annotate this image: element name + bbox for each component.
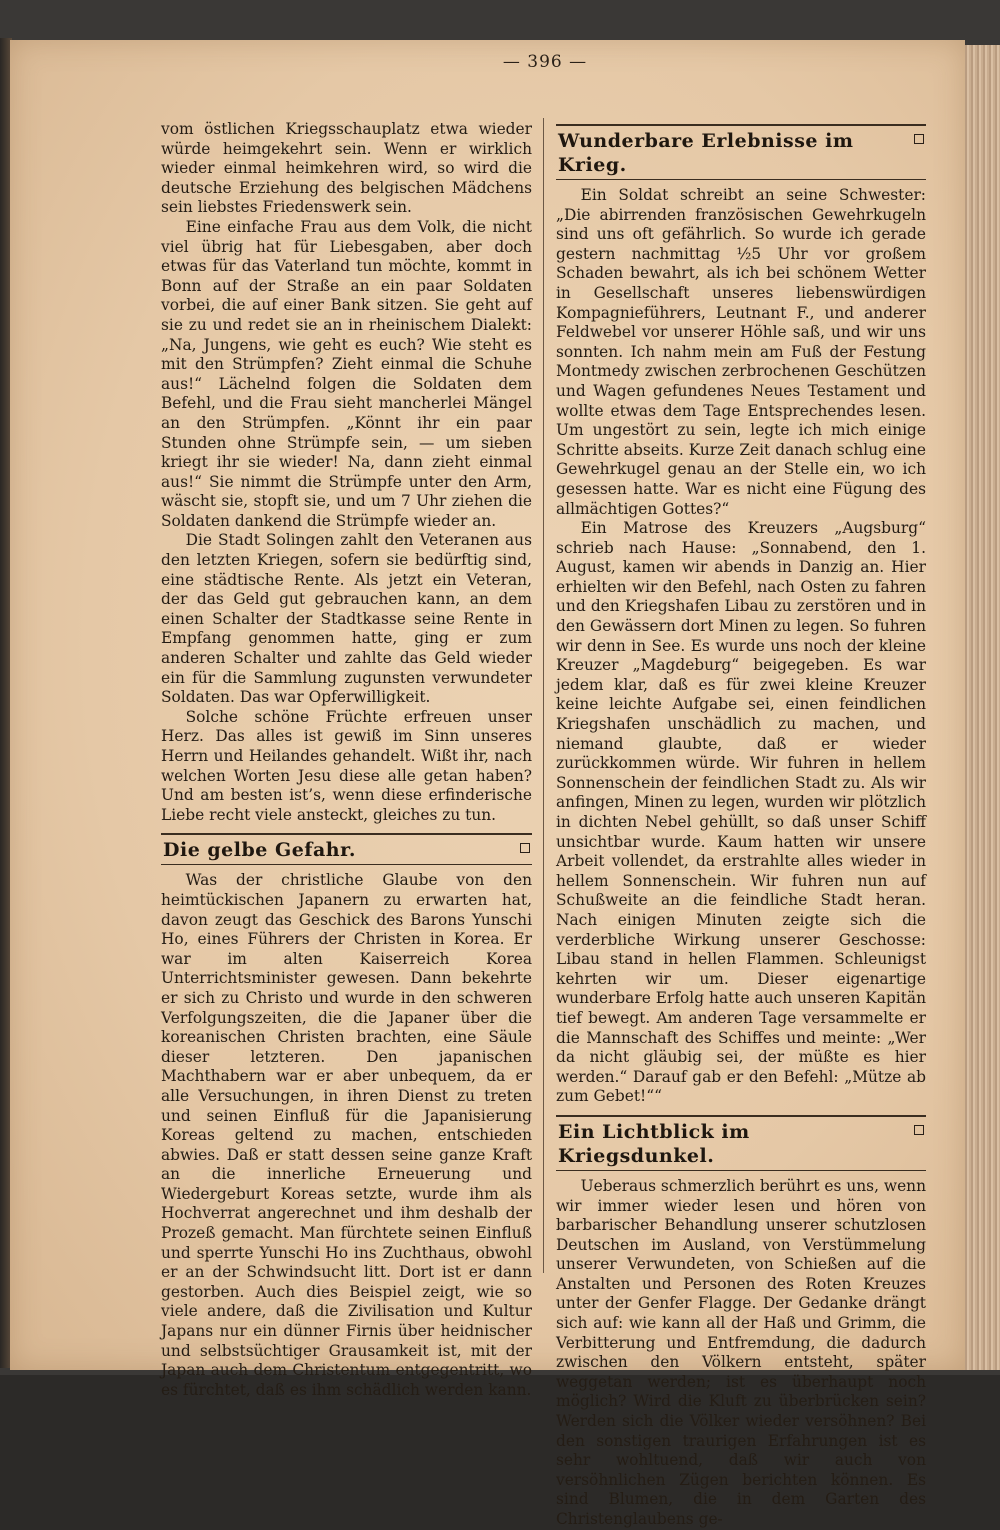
paragraph: Ueberaus schmerzlich berührt es uns, wenn wir immer wieder lesen und hören von barbarischer Behandlung unserer schutzlosen Deutschen im Ausland, von Verstümmelung unserer Verwundeten, von Schießen auf die Anstalten und Personen des Roten Kreuzes unter der Genfer Flagge. Der Gedanke drängt sich auf: wie kann all der Haß und Grimm, die Verbitterung und Entfremdung, die dadurch zwischen den Völkern entsteht, später weggetan werden; ist es überhaupt noch möglich? Wird die Kluft zu überbrücken sein? Werden sich die Völker wieder versöhnen? Bei den sonstigen traurigen Erfahrungen ist es sehr wohltuend, daß wir auch von versöhnlichen Zügen berichten können. Es sind Blumen, die in dem Garten des Christenglaubens ge- <box>556 1176 926 1528</box>
article-heading <box>556 1115 926 1171</box>
paragraph: vom östlichen Kriegsschauplatz etwa wieder würde heimgekehrt sein. Wenn er wirklich wieder einmal heimkehren wird, so wird die deutsche Erziehung des belgischen Mädchens sein liebstes Friedenswerk sein. <box>161 120 532 217</box>
paragraph: Ein Soldat schreibt an seine Schwester: „Die abirrenden französischen Gewehrkugeln sind uns oft gefährlich. So wurde ich gerade gestern nachmittag ½5 Uhr vor großem Schaden bewahrt, als ich bei schönem Wetter in Gesellschaft unseres liebenswürdigen Kompagnieführers, Leutnant F., und anderer Feldwebel vor unserer Höhle saß, und wir uns sonnten. Ich nahm mein am Fuß der Festung Montmedy zwischen zerbrochenen Geschützen und Wagen gefundenes Neues Testament und wollte etwas dem Tage Entsprechendes lesen. Um ungestört zu sein, legte ich mich einige Schritte abseits. Kurze Zeit danach schlug eine Gewehrkugel genau an der Stelle ein, wo ich gesessen hatte. War es nicht eine Fügung des allmächtigen Gottes?“ <box>556 186 926 518</box>
square-ornament-icon <box>914 1125 924 1135</box>
right-column <box>556 120 926 1530</box>
paragraph: Solche schöne Früchte erfreuen unser Herz. Das alles ist gewiß im Sinn unseres Herrn und Heilandes gehandelt. Wißt ihr, nach welchen Worten Jesu diese alle getan haben? Und am besten ist’s, wenn diese erfinderische Liebe recht viele ansteckt, gleiches zu tun. <box>161 707 532 824</box>
page-edges <box>965 45 1000 1370</box>
article-heading <box>556 124 926 180</box>
paragraph: Was der christliche Glaube von den heimtückischen Japanern zu erwarten hat, davon zeugt das Geschick des Barons Yunschi Ho, eines Führers der Christen in Korea. Er war im alten Kaiserreich Korea Unterrichtsminister gewesen. Dann bekehrte er sich zu Christo und wurde in den schweren Verfolgungszeiten, die die Japaner über die koreanischen Christen brachten, eine Säule dieser letzteren. Den japanischen Machthabern war er aber unbequem, da er alle Versuchungen, in ihren Dienst zu treten und seinen Einfluß für die Japanisierung Koreas geltend zu machen, entschieden abwies. Daß er statt dessen seine ganze Kraft an die innerliche Erneuerung und Wiedergeburt Koreas setzte, wurde ihm als Hochverrat angerechnet und ihm deshalb der Prozeß gemacht. Man fürchtete seinen Einfluß und sperrte Yunschi Ho ins Zuchthaus, obwohl er an der Schwindsucht litt. Dort ist er dann gestorben. Auch dies Beispiel zeigt, wie so viele andere, daß die Zivilisation und Kultur Japans nur ein dünner Firnis über heidnischer und selbstsüchtiger Grausamkeit ist, mit der Japan auch dem Christentum entgegentritt, wo es fürchtet, daß es ihm schädlich werden kann. <box>161 871 532 1399</box>
heading-text: Wunderbare Erlebnisse im Krieg. <box>558 130 854 176</box>
column-divider <box>543 118 544 1273</box>
square-ornament-icon <box>914 134 924 144</box>
left-column <box>161 120 532 1400</box>
paragraph: Ein Matrose des Kreuzers „Augsburg“ schrieb nach Hause: „Sonnabend, den 1. August, kamen wir abends in Danzig an. Hier erhielten wir den Befehl, nach Osten zu fahren und den Kriegshafen Libau zu zerstören und in den Gewässern dort Minen zu legen. So fuhren wir denn in See. Es wurde uns noch der kleine Kreuzer „Magdeburg“ beigegeben. Es war jedem klar, daß es für zwei kleine Kreuzer keine leichte Aufgabe sei, einen feindlichen Kriegshafen unschädlich zu machen, und niemand glaubte, daß er wieder zurückkommen würde. Wir fuhren in hellem Sonnenschein der feindlichen Stadt zu. Als wir anfingen, Minen zu legen, wurden wir plötzlich in dichten Nebel gehüllt, so daß unser Schiff unsichtbar wurde. Kaum hatten wir unsere Arbeit vollendet, da erstrahlte alles wieder in hellem Sonnenschein. Wir fuhren nun auf Schußweite an die feindliche Stadt heran. Nach einigen Minuten zeigte sich die verderbliche Wirkung unserer Geschosse: Libau stand in hellen Flammen. Schleunigst kehrten wir um. Dieser eigenartige wunderbare Erfolg hatte auch unseren Kapitän tief bewegt. Am anderen Tage versammelte er die Mannschaft des Schiffes und meinte: „Wer da nicht gläubig sei, der müßte es hier werden.“ Darauf gab er den Befehl: „Mütze ab zum Gebet!““ <box>556 519 926 1106</box>
page-number: — 396 — <box>502 52 588 72</box>
square-ornament-icon <box>520 843 530 853</box>
article-heading <box>161 833 532 865</box>
paragraph: Eine einfache Frau aus dem Volk, die nicht viel übrig hat für Liebesgaben, aber doch etwas für das Vaterland tun möchte, kommt in Bonn auf der Straße an ein paar Soldaten vorbei, die auf einer Bank sitzen. Sie geht auf sie zu und redet sie an in rheinischem Dialekt: „Na, Jungens, wie geht es euch? Wie steht es mit den Strümpfen? Zieht einmal die Schuhe aus!“ Lächelnd folgen die Soldaten dem Befehl, und die Frau sieht mancherlei Mängel an den Strümpfen. „Könnt ihr ein paar Stunden ohne Strümpfe sein, — um sieben kriegt ihr sie wieder! Na, dann zieht einmal aus!“ Sie nimmt die Strümpfe unter den Arm, wäscht sie, stopft sie, und um 7 Uhr ziehen die Soldaten dankend die Strümpfe wieder an. <box>161 217 532 530</box>
heading-text: Ein Lichtblick im Kriegsdunkel. <box>558 1120 750 1167</box>
paragraph: Die Stadt Solingen zahlt den Veteranen aus den letzten Kriegen, sofern sie bedürftig sind, eine städtische Rente. Als jetzt ein Veteran, der das Geld gut gebrauchen kann, an dem einen Schalter der Stadtkasse seine Rente in Empfang genommen hatte, ging er zum anderen Schalter und zahlte das Geld wieder ein für die Sammlung zugunsten verwundeter Soldaten. Das war Opferwilligkeit. <box>161 531 532 707</box>
heading-text: Die gelbe Gefahr. <box>163 839 356 862</box>
